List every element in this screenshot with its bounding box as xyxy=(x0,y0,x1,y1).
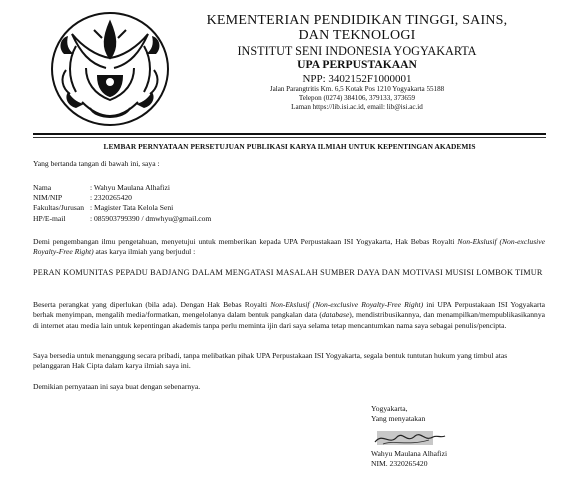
identity-row xyxy=(33,203,211,213)
isi-emblem-logo xyxy=(46,8,174,130)
signer-name: Wahyu Maulana Alhafizi xyxy=(371,449,448,458)
rights-text-3: ), mendistribusikannya, dan menampilkan/mempublikasikannya di internet atau media lain untuk kepentingan akademis tanpa perlu meminta ijin dari saya selama tetap mencantumkan nama saya sebagai penulis/pencipta. xyxy=(33,310,546,330)
institute-name: INSTITUT SENI INDONESIA YOGYAKARTA xyxy=(237,43,477,58)
identity-label: HP/E-mail xyxy=(33,213,66,223)
identity-label: NIM/NIP xyxy=(33,193,63,203)
responsibility-paragraph: Saya bersedia untuk menanggung secara pribadi, tanpa melibatkan pihak UPA Perpustakaan ISI Yogyakarta, segala bentuk tuntutan hukum yang timbul atas pelanggaran Hak Cipta dalam karya ilmiah saya ini. xyxy=(33,351,508,371)
rights-text-2: ini UPA Perpustakaan ISI Yogyakarta berhak menyimpan, mengalih media/formatkan, mengelolanya dalam bentuk pangkalan data ( xyxy=(33,300,545,320)
identity-table xyxy=(33,183,211,224)
identity-value: : Wahyu Maulana Alhafizi xyxy=(90,183,171,192)
rights-italic-2: database xyxy=(321,310,350,320)
signature-block xyxy=(371,404,425,424)
identity-value: : Magister Tata Kelola Seni xyxy=(90,203,174,213)
unit-name: UPA PERPUSTAKAAN xyxy=(297,58,417,72)
handwritten-signature xyxy=(369,428,451,450)
consent-text: Demi pengembangan ilmu pengetahuan, menyetujui untuk memberikan kepada UPA Perpustakaan ISI Yogyakarta, Hak Bebas Royalti xyxy=(33,237,458,246)
phone-line: Telepon (0274) 384106, 379133, 373659 xyxy=(298,93,416,102)
identity-row xyxy=(33,214,211,224)
signature-place: Yogyakarta, xyxy=(371,404,408,413)
rights-paragraph xyxy=(33,300,545,331)
signer-block xyxy=(371,449,447,469)
identity-value: : 2320265420 xyxy=(90,193,132,203)
consent-italic: Non-Ekslusif (Non-exclusive Royalty-Free Right) xyxy=(33,237,545,257)
ministry-name-line2: DAN TEKNOLOGI xyxy=(298,28,416,44)
letterhead-divider-thin xyxy=(33,137,546,138)
closing-statement: Demikian pernyataan ini saya buat dengan sebenarnya. xyxy=(33,382,201,391)
signer-nim: NIM. 2320265420 xyxy=(371,458,428,468)
identity-label: Nama xyxy=(33,183,52,192)
rights-text-1: Beserta perangkat yang diperlukan (bila ada). Dengan Hak Bebas Royalti xyxy=(33,300,271,309)
address-line: Jalan Parangtritis Km. 6,5 Kotak Pos 1210 Yogyakarta 55188 xyxy=(269,85,445,94)
work-title: PERAN KOMUNITAS PEPADU BADJANG DALAM MENGATASI MASALAH SUMBER DAYA DAN MOTIVASI MUSISI LOMBOK TIMUR xyxy=(33,268,543,277)
document-title: LEMBAR PERNYATAAN PERSETUJUAN PUBLIKASI KARYA ILMIAH UNTUK KEPENTINGAN AKADEMIS xyxy=(103,142,476,151)
ministry-name-line1: KEMENTERIAN PENDIDIKAN TINGGI, SAINS, xyxy=(206,13,508,28)
consent-paragraph xyxy=(33,237,545,258)
identity-label: Fakultas/Jurusan xyxy=(33,203,85,213)
identity-row xyxy=(33,193,211,203)
signature-role: Yang menyatakan xyxy=(371,413,426,423)
npp-number: NPP: 3402152F1000001 xyxy=(302,72,412,85)
identity-value: : 085903799390 / dmwhyu@gmail.com xyxy=(90,213,212,223)
letterhead-divider-thick xyxy=(33,133,546,135)
rights-italic-1: Non-Ekslusif (Non-exclusive Royalty-Free Right) xyxy=(270,300,424,309)
web-email-line: Laman https://lib.isi.ac.id, email: lib@isi.ac.id xyxy=(291,102,423,111)
identity-row xyxy=(33,183,211,193)
consent-text-end: atas karya ilmiah yang berjudul : xyxy=(93,247,196,257)
intro-text: Yang bertanda tangan di bawah ini, saya : xyxy=(33,159,160,168)
letterhead xyxy=(186,13,528,112)
